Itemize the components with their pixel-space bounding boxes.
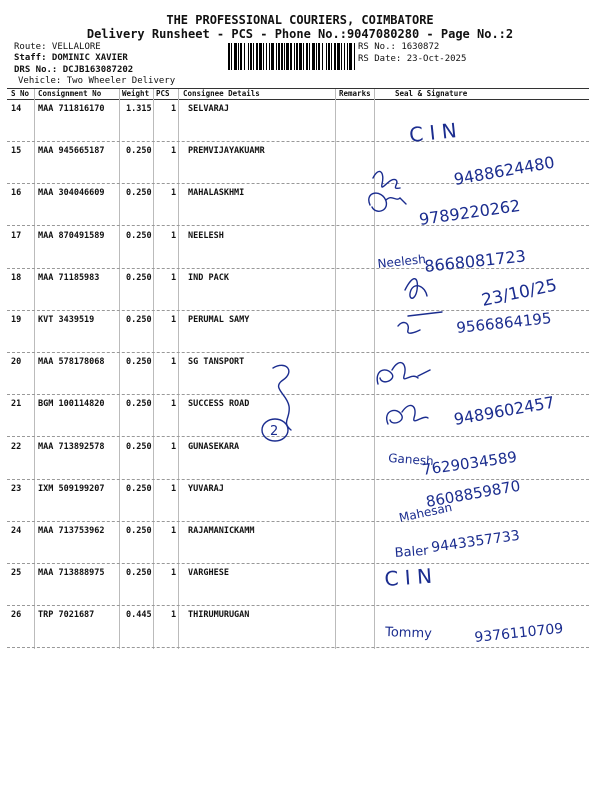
row-weight: 1.315 [126,104,152,114]
row-consignment-no: KVT 3439519 [38,315,95,325]
barcode-bar [334,43,336,70]
barcode-bar [284,43,285,70]
barcode-bar [344,43,345,70]
row-consignee: SUCCESS ROAD [188,399,250,410]
table-header-rule [7,99,589,100]
row-weight: 0.250 [126,146,152,157]
row-sno: 20 [11,357,22,368]
route-label: Route: VELLALORE [14,42,101,52]
row-pcs: 1 [171,146,177,157]
col-header-consignment: Consignment No [38,89,102,98]
row-sno: 23 [11,483,22,494]
hw-name-22: Ganesh [387,451,435,469]
row-divider [7,268,589,269]
barcode-bar [238,43,239,70]
row-divider [7,605,589,606]
barcode-bar [250,43,252,70]
col-header-consignee: Consignee Details [183,89,260,98]
company-title: THE PROFESSIONAL COURIERS, COIMBATORE [166,13,434,27]
column-divider [335,89,336,649]
barcode [228,43,355,70]
row-consignment-no: MAA 870491589 [38,230,105,241]
circled-mark [262,419,288,441]
barcode-bar [271,43,274,70]
column-divider [119,89,120,649]
barcode-bar [263,43,264,70]
row-weight: 0.445 [126,610,152,621]
row-pcs: 1 [171,526,177,536]
row-sno: 18 [11,272,22,283]
hw-name-24: Baler [394,543,430,561]
col-header-remarks: Remarks [339,89,371,98]
row-pcs: 1 [171,357,177,368]
row-consignee: SG TANSPORT [188,357,245,368]
row-sno: 26 [11,610,22,621]
barcode-bar [349,43,352,70]
row-consignment-no: MAA 713753962 [38,526,105,536]
barcode-bar [303,43,304,70]
barcode-bar [231,43,232,70]
barcode-bar [306,43,308,70]
row-weight: 0.250 [126,188,152,199]
barcode-bar [269,43,270,70]
row-consignment-no: MAA 945665187 [38,146,105,157]
row-weight: 0.250 [126,272,152,283]
row-consignment-no: MAA 711816170 [38,104,105,114]
arrow-scribble [273,365,291,430]
column-divider [153,89,154,649]
row-consignment-no: TRP 7021687 [38,610,95,621]
barcode-bar [253,43,254,70]
hw-phone-16: 9789220262 [417,195,522,229]
col-header-weight: Weight [122,89,150,98]
row-pcs: 1 [171,230,177,241]
row-pcs: 1 [171,610,177,621]
row-pcs: 1 [171,483,177,494]
barcode-bar [331,43,332,70]
barcode-bar [347,43,348,70]
row-divider [7,563,589,564]
row-sno: 14 [11,104,22,114]
row-sno: 25 [11,568,22,579]
row-divider [7,521,589,522]
row-consignment-no: MAA 578178068 [38,357,105,368]
row-divider [7,352,589,353]
barcode-bar [312,43,315,70]
row-consignee: RAJAMANICKAMM [188,526,255,536]
col-header-sno: S No [11,89,30,98]
hw-phone-24: 9443357733 [430,527,521,556]
row-consignee: THIRUMURUGAN [188,610,250,621]
barcode-bar [309,43,310,70]
barcode-bar [341,43,342,70]
hw-cin-bottom: C I N [383,563,433,591]
row-consignee: IND PACK [188,272,229,283]
row-pcs: 1 [171,568,177,579]
row-consignee: GUNASEKARA [188,441,240,452]
hw-cin-top: C I N [408,118,458,147]
hw-phone-22: 7629034589 [421,447,519,479]
barcode-bar [354,43,355,70]
row-weight: 0.250 [126,315,152,325]
column-divider [178,89,179,649]
hw-phone-23: 8608859870 [424,476,522,511]
drs-label: DRS No.: DCJB163087202 [14,65,134,75]
hw-phone-15: 9488624480 [452,152,556,189]
hw-name-17: Neelesh [376,252,427,271]
row-weight: 0.250 [126,483,152,494]
hw-date-18: 23/10/25 [479,275,559,311]
barcode-bar [290,43,292,70]
row-consignee: YUVARAJ [188,483,224,494]
hw-name-23: Mahesan [397,500,454,525]
signature-scribble [387,405,428,424]
col-header-pcs: PCS [156,89,170,98]
staff-label: Staff: DOMINIC XAVIER [14,53,128,63]
row-pcs: 1 [171,315,177,325]
row-weight: 0.250 [126,357,152,368]
row-pcs: 1 [171,104,177,114]
row-sno: 19 [11,315,22,325]
barcode-bar [299,43,302,70]
barcode-bar [322,43,323,70]
row-weight: 0.250 [126,399,152,410]
row-sno: 15 [11,146,22,157]
row-consignment-no: MAA 713888975 [38,568,105,579]
row-consignee: VARGHESE [188,568,229,579]
row-sno: 21 [11,399,22,410]
hw-phone-21: 9489602457 [452,392,556,429]
row-consignee: SELVARAJ [188,104,229,114]
barcode-bar [337,43,340,70]
row-divider [7,183,589,184]
row-weight: 0.250 [126,230,152,241]
row-consignment-no: IXM 509199207 [38,483,105,494]
row-consignment-no: MAA 713892578 [38,441,105,452]
row-divider [7,436,589,437]
row-divider [7,225,589,226]
hw-circled-number: 2 [270,424,279,439]
barcode-bar [248,43,249,70]
row-consignment-no: BGM 100114820 [38,399,105,410]
row-consignment-no: MAA 304046609 [38,188,105,199]
barcode-bar [326,43,327,70]
row-divider [7,647,589,648]
row-sno: 16 [11,188,22,199]
barcode-bar [266,43,267,70]
barcode-bar [281,43,283,70]
row-divider [7,394,589,395]
barcode-bar [318,43,320,70]
hw-phone-17: 8668081723 [423,246,527,276]
row-consignee: PREMVIJAYAKUAMR [188,146,265,157]
row-divider [7,310,589,311]
barcode-bar [259,43,262,70]
signature-scribble [373,171,400,188]
row-sno: 24 [11,526,22,536]
runsheet-subtitle: Delivery Runsheet - PCS - Phone No.:9047080280 - Page No.:2 [86,27,514,41]
barcode-bar [328,43,330,70]
hw-phone-19: 9566864195 [455,309,553,337]
barcode-bar [316,43,317,70]
row-pcs: 1 [171,399,177,410]
row-weight: 0.250 [126,441,152,452]
row-consignee: MAHALASKHMI [188,188,245,199]
signature-scribble [377,363,430,384]
barcode-bar [286,43,289,70]
rs-date: RS Date: 23-Oct-2025 [358,54,467,64]
hw-name-26: Tommy [384,625,433,642]
barcode-bar [276,43,277,70]
hw-phone-26: 9376110709 [473,620,565,646]
barcode-bar [278,43,280,70]
row-divider [7,141,589,142]
barcode-bar [296,43,298,70]
barcode-bar [244,43,245,70]
row-sno: 17 [11,230,22,241]
vehicle-label: Vehicle: Two Wheeler Delivery [18,76,176,86]
barcode-bar [240,43,242,70]
row-pcs: 1 [171,188,177,199]
row-divider [7,479,589,480]
row-consignee: NEELESH [188,230,224,241]
row-weight: 0.250 [126,568,152,579]
column-divider [34,89,35,649]
row-pcs: 1 [171,272,177,283]
signature-scribble [398,323,420,334]
barcode-bar [228,43,230,70]
barcode-bar [256,43,258,70]
barcode-bar [294,43,295,70]
col-header-signature: Seal & Signature [395,89,468,98]
row-pcs: 1 [171,441,177,452]
barcode-bar [234,43,237,70]
row-consignment-no: MAA 71185983 [38,272,100,283]
row-sno: 22 [11,441,22,452]
row-weight: 0.250 [126,526,152,536]
rs-number: RS No.: 1630872 [358,42,440,52]
row-consignee: PERUMAL SAMY [188,315,250,325]
column-divider [374,89,375,649]
